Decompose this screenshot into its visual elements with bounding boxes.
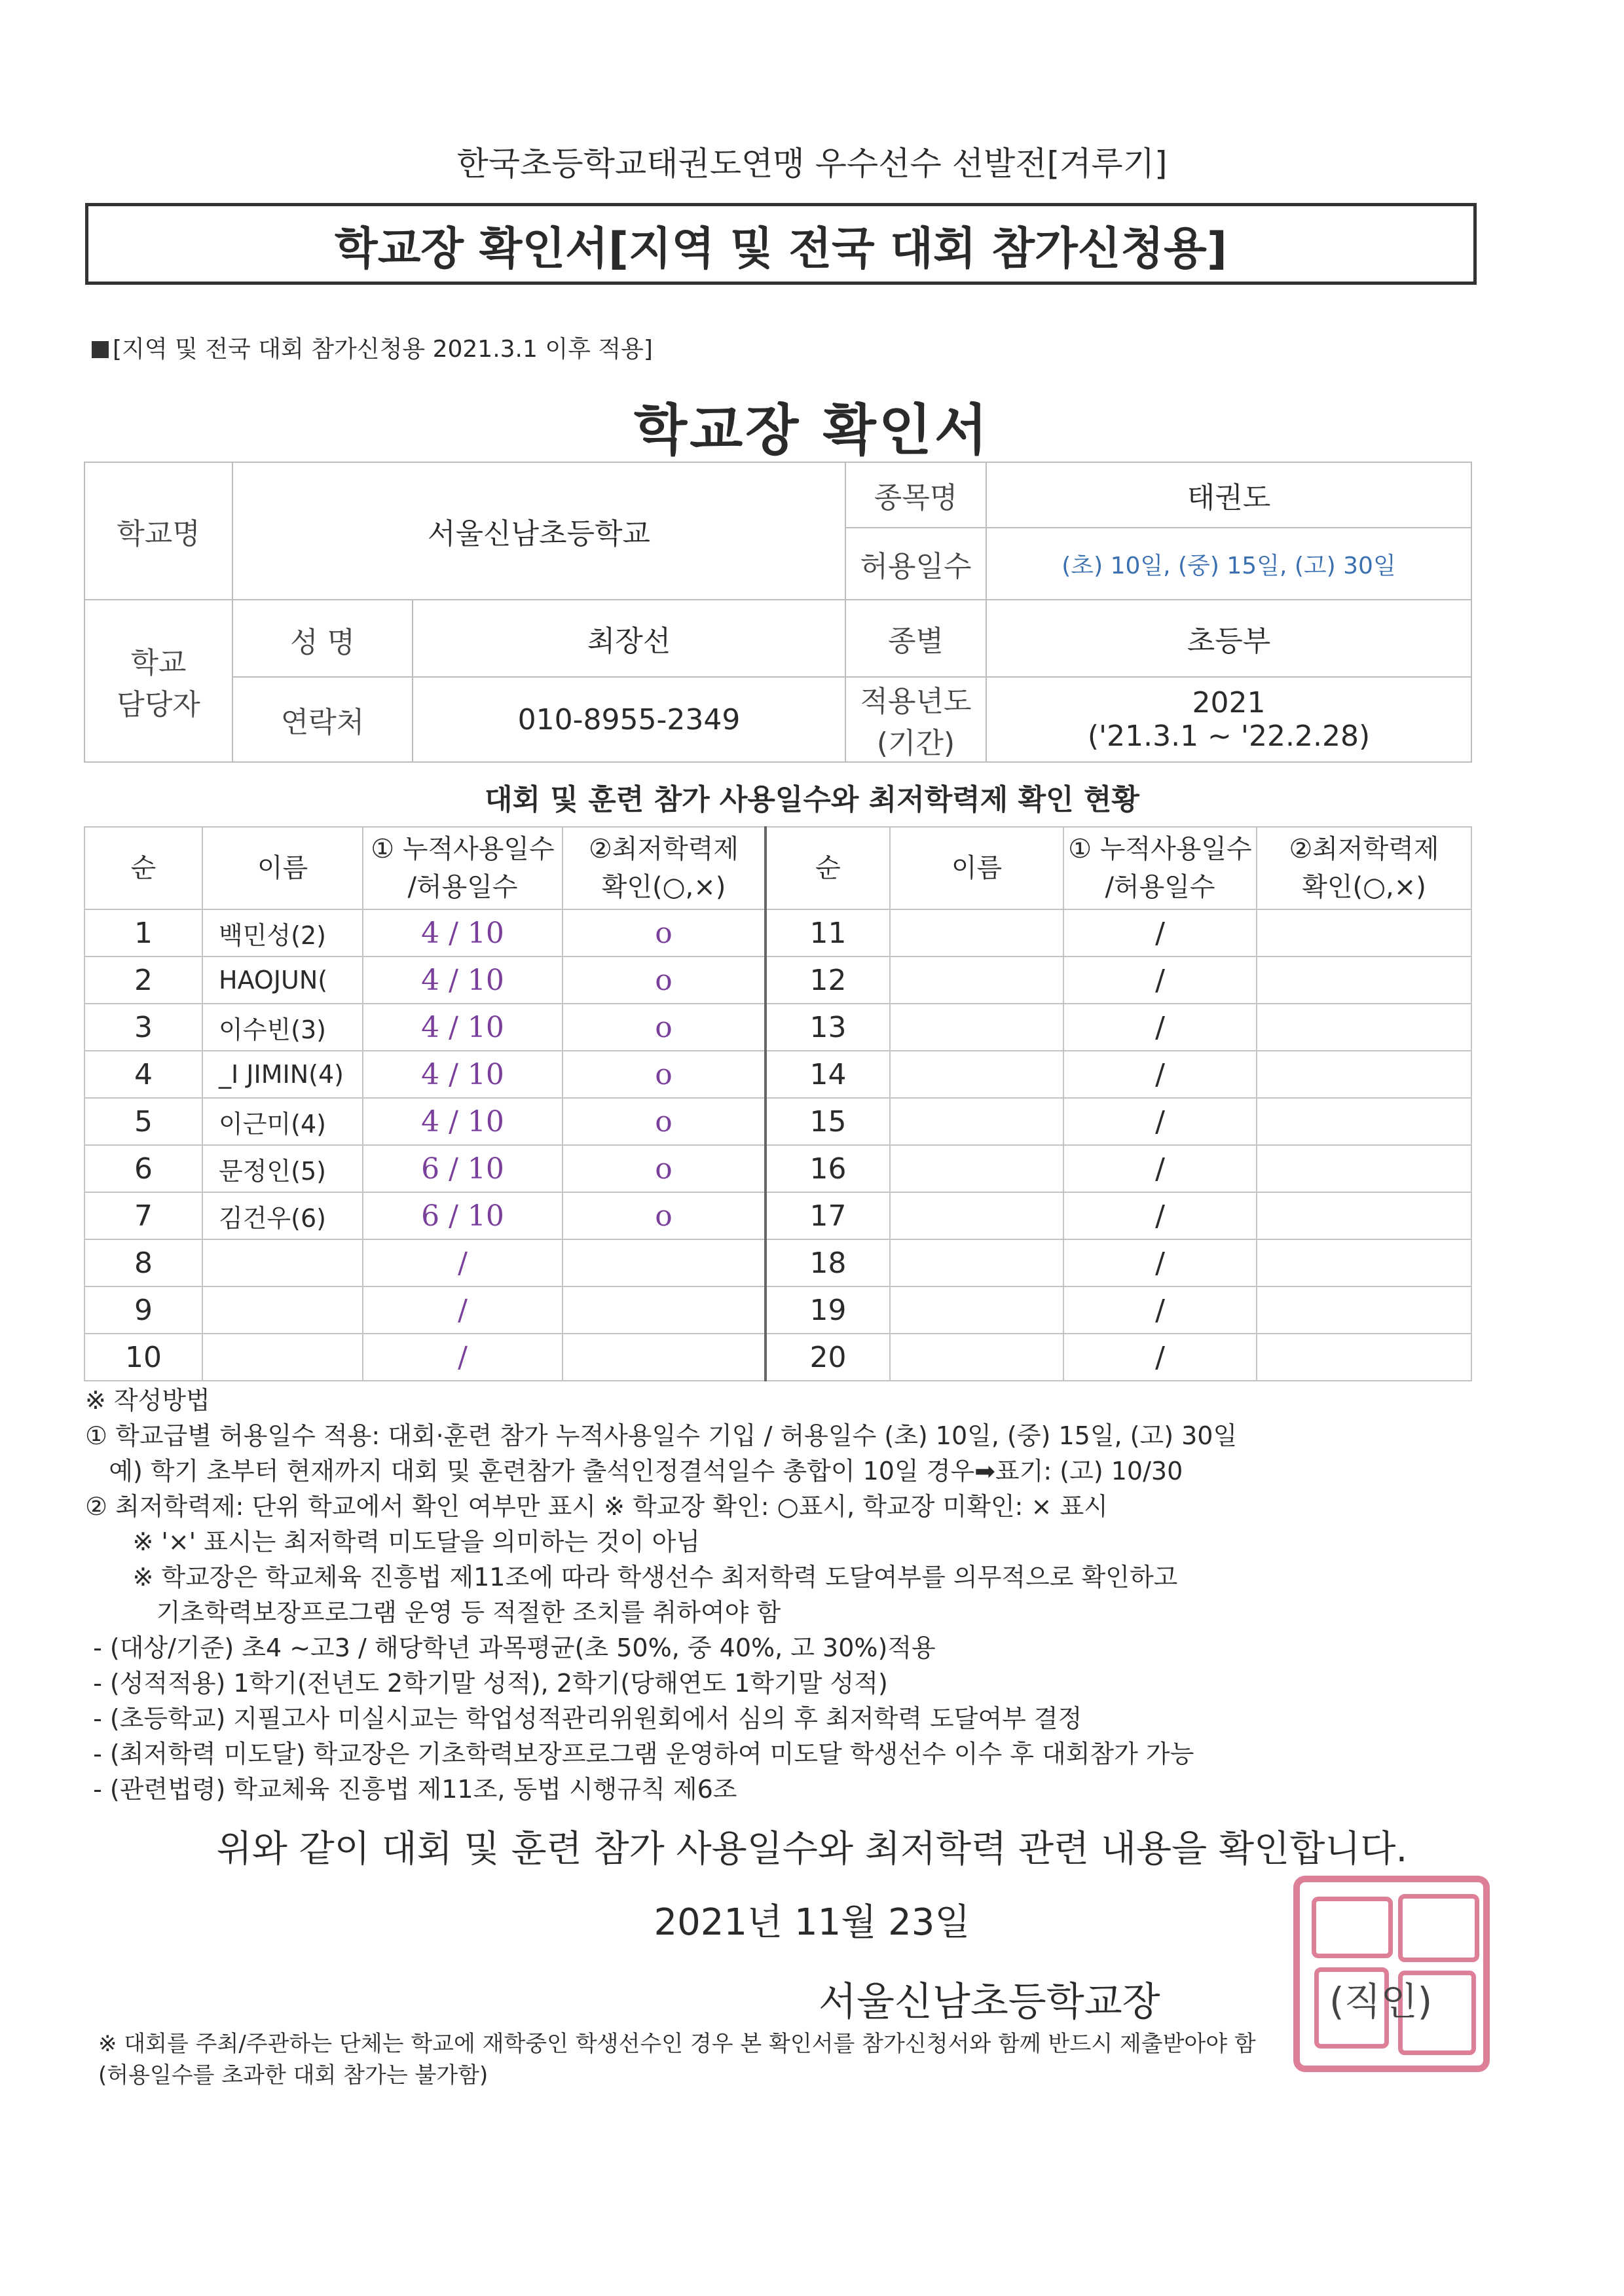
instruction-line: ※ 학교장은 학교체육 진흥법 제11조에 따라 학생선수 최저학력 도달여부를 의무적으로 확인하고 (85, 1563, 1178, 1592)
manager-label (84, 600, 232, 762)
row-days: / (1063, 957, 1257, 1004)
table-row (84, 1286, 1471, 1334)
row-name: 이근미(4) (202, 1098, 363, 1145)
row-check (1257, 1192, 1471, 1239)
row-no: 1 (84, 909, 202, 957)
col-header-days-left-2: /허용일수 (407, 872, 518, 902)
col-header-check-right-1: ②최저학력제 (1289, 834, 1439, 864)
page-title: 학교장 확인서 (633, 398, 991, 462)
row-days: / (1063, 1098, 1257, 1145)
document-header-title: 한국초등학교태권도연맹 우수선수 선발전[겨루기] (456, 145, 1168, 183)
row-days: / (1063, 909, 1257, 957)
row-name: 이수빈(3) (202, 1004, 363, 1051)
table-row (84, 1004, 1471, 1051)
table-header-row (84, 827, 1471, 909)
col-header-days-right-1: ① 누적사용일수 (1068, 834, 1252, 864)
col-header-check-left-2: 확인(○,×) (601, 872, 726, 902)
row-days: 4 / 10 (363, 1098, 563, 1145)
row-name (202, 1334, 363, 1381)
table-row (84, 1145, 1471, 1192)
year-label-line-2: (기간) (876, 727, 955, 760)
row-check: o (563, 1145, 766, 1192)
sport-label: 종목명 (845, 462, 986, 528)
year-value-line-1: 2021 (1192, 686, 1266, 720)
row-no: 16 (766, 1145, 890, 1192)
manager-label-line-1: 학교 (130, 646, 187, 680)
instruction-line: - (초등학교) 지필고사 미실시교는 학업성적관리위원회에서 심의 후 최저학력 도달여부 결정 (85, 1704, 1082, 1733)
status-table (84, 826, 1472, 1381)
row-check (563, 1334, 766, 1381)
row-check: o (563, 957, 766, 1004)
row-check (1257, 1098, 1471, 1145)
row-no: 12 (766, 957, 890, 1004)
status-section-title: 대회 및 훈련 참가 사용일수와 최저학력제 확인 현황 (485, 783, 1139, 816)
row-days: / (1063, 1145, 1257, 1192)
row-name (890, 1098, 1063, 1145)
division-value: 초등부 (986, 600, 1471, 677)
instruction-line: 기초학력보장프로그램 운영 등 적절한 조치를 취하여야 함 (85, 1598, 781, 1627)
row-check (1257, 1334, 1471, 1381)
col-header-check-left (563, 827, 766, 909)
boxed-title: 학교장 확인서[지역 및 전국 대회 참가신청용] (335, 223, 1227, 275)
school-label: 학교명 (84, 462, 232, 600)
table-row (84, 1334, 1471, 1381)
row-no: 7 (84, 1192, 202, 1239)
row-no: 18 (766, 1239, 890, 1286)
row-name (890, 1239, 1063, 1286)
row-no: 4 (84, 1051, 202, 1098)
col-header-check-right (1257, 827, 1471, 909)
row-no: 8 (84, 1239, 202, 1286)
square-bullet-icon (92, 341, 109, 358)
instruction-line: 예) 학기 초부터 현재까지 대회 및 훈련참가 출석인정결석일수 총합이 10일 경우➡표기: (고) 10/30 (85, 1457, 1183, 1485)
row-check: o (563, 909, 766, 957)
row-no: 9 (84, 1286, 202, 1334)
row-days: / (1063, 1004, 1257, 1051)
row-name (890, 1145, 1063, 1192)
year-label (845, 677, 986, 762)
instruction-line: - (성적적용) 1학기(전년도 2학기말 성적), 2학기(당해연도 1학기말 성적) (85, 1669, 888, 1698)
year-value-line-2: ('21.3.1 ~ '22.2.28) (1087, 720, 1371, 753)
row-days: / (363, 1334, 563, 1381)
row-no: 11 (766, 909, 890, 957)
row-name: HAOJUN( (202, 957, 363, 1004)
row-no: 3 (84, 1004, 202, 1051)
row-no: 10 (84, 1334, 202, 1381)
row-name (890, 1286, 1063, 1334)
col-header-no-right: 순 (766, 827, 890, 909)
row-check (563, 1239, 766, 1286)
status-table-body (84, 909, 1471, 1381)
sport-value: 태권도 (986, 462, 1471, 528)
row-name (890, 909, 1063, 957)
row-check: o (563, 1004, 766, 1051)
table-row (84, 1239, 1471, 1286)
instruction-line: ※ 작성방법 (85, 1386, 210, 1415)
row-days: / (363, 1286, 563, 1334)
row-days: / (1063, 1239, 1257, 1286)
row-check (1257, 1051, 1471, 1098)
school-value: 서울신남초등학교 (232, 462, 845, 600)
row-name: _I JIMIN(4) (202, 1051, 363, 1098)
table-row (84, 909, 1471, 957)
row-no: 14 (766, 1051, 890, 1098)
row-no: 15 (766, 1098, 890, 1145)
footer-note (98, 2028, 1572, 2091)
sub-note-text: [지역 및 전국 대회 참가신청용 2021.3.1 이후 적용] (113, 336, 653, 363)
principal-name: 서울신남초등학교장 (819, 1979, 1160, 2025)
row-check: o (563, 1098, 766, 1145)
row-no: 5 (84, 1098, 202, 1145)
row-check: o (563, 1051, 766, 1098)
footer-line-2: (허용일수를 초과한 대회 참가는 불가함) (98, 2062, 489, 2088)
col-header-check-left-1: ②최저학력제 (588, 834, 739, 864)
division-label: 종별 (845, 600, 986, 677)
contact-label: 연락처 (232, 677, 413, 762)
allowed-days-value: (초) 10일, (중) 15일, (고) 30일 (986, 528, 1471, 600)
row-days: / (363, 1239, 563, 1286)
row-no: 2 (84, 957, 202, 1004)
col-header-no-left: 순 (84, 827, 202, 909)
sub-note (92, 331, 653, 364)
row-days: 6 / 10 (363, 1192, 563, 1239)
row-name: 백민성(2) (202, 909, 363, 957)
year-value (986, 677, 1471, 762)
row-no: 13 (766, 1004, 890, 1051)
instruction-line: - (관련법령) 학교체육 진흥법 제11조, 동법 시행규칙 제6조 (85, 1775, 737, 1804)
row-check (1257, 1286, 1471, 1334)
row-name (890, 1192, 1063, 1239)
row-no: 6 (84, 1145, 202, 1192)
allowed-days-label: 허용일수 (845, 528, 986, 600)
row-name (890, 1334, 1063, 1381)
contact-value: 010-8955-2349 (413, 677, 845, 762)
name-label: 성 명 (232, 600, 413, 677)
row-no: 17 (766, 1192, 890, 1239)
row-name (202, 1286, 363, 1334)
row-no: 20 (766, 1334, 890, 1381)
instruction-line: - (대상/기준) 초4 ~고3 / 해당학년 과목평균(초 50%, 중 40%, 고 30%)적용 (85, 1633, 936, 1662)
row-name (890, 957, 1063, 1004)
row-days: 4 / 10 (363, 957, 563, 1004)
row-name: 문정인(5) (202, 1145, 363, 1192)
table-row (84, 1192, 1471, 1239)
instruction-line: - (최저학력 미도달) 학교장은 기초학력보장프로그램 운영하여 미도달 학생선수 이수 후 대회참가 가능 (85, 1740, 1194, 1768)
writing-instructions (85, 1383, 1500, 1807)
year-label-line-1: 적용년도 (860, 685, 972, 718)
row-days: / (1063, 1051, 1257, 1098)
col-header-check-right-2: 확인(○,×) (1302, 872, 1426, 902)
row-days: / (1063, 1334, 1257, 1381)
manager-label-line-2: 담당자 (117, 688, 200, 721)
instruction-line: ② 최저학력제: 단위 학교에서 확인 여부만 표시 ※ 학교장 확인: ○표시, 학교장 미확인: × 표시 (85, 1492, 1108, 1521)
row-days: / (1063, 1192, 1257, 1239)
col-header-days-left (363, 827, 563, 909)
row-no: 19 (766, 1286, 890, 1334)
footer-line-1: ※ 대회를 주최/주관하는 단체는 학교에 재학중인 학생선수인 경우 본 확인서를 참가신청서와 함께 반드시 제출받아야 함 (98, 2031, 1256, 2057)
table-row (84, 957, 1471, 1004)
row-days: 4 / 10 (363, 909, 563, 957)
row-name (202, 1239, 363, 1286)
instruction-line: ※ '×' 표시는 최저학력 미도달을 의미하는 것이 아님 (85, 1527, 701, 1556)
col-header-days-right (1063, 827, 1257, 909)
row-check (1257, 957, 1471, 1004)
row-check (1257, 909, 1471, 957)
row-days: 4 / 10 (363, 1051, 563, 1098)
instruction-line: ① 학교급별 허용일수 적용: 대회·훈련 참가 누적사용일수 기입 / 허용일수 (초) 10일, (중) 15일, (고) 30일 (85, 1421, 1238, 1450)
col-header-days-right-2: /허용일수 (1105, 872, 1215, 902)
seal-label: (직인) (1329, 1979, 1433, 2024)
row-days: / (1063, 1286, 1257, 1334)
row-name (890, 1004, 1063, 1051)
row-name (890, 1051, 1063, 1098)
col-header-name-right: 이름 (890, 827, 1063, 909)
row-days: 4 / 10 (363, 1004, 563, 1051)
table-row (84, 1098, 1471, 1145)
table-row (84, 1051, 1471, 1098)
name-value: 최장선 (413, 600, 845, 677)
col-header-days-left-1: ① 누적사용일수 (371, 834, 555, 864)
row-check: o (563, 1192, 766, 1239)
confirm-statement: 위와 같이 대회 및 훈련 참가 사용일수와 최저학력 관련 내용을 확인합니다. (216, 1828, 1408, 1870)
row-days: 6 / 10 (363, 1145, 563, 1192)
row-check (1257, 1239, 1471, 1286)
row-name: 김건우(6) (202, 1192, 363, 1239)
row-check (1257, 1004, 1471, 1051)
col-header-name-left: 이름 (202, 827, 363, 909)
row-check (1257, 1145, 1471, 1192)
issue-date: 2021년 11월 23일 (654, 1901, 970, 1944)
row-check (563, 1286, 766, 1334)
info-table (84, 462, 1472, 763)
